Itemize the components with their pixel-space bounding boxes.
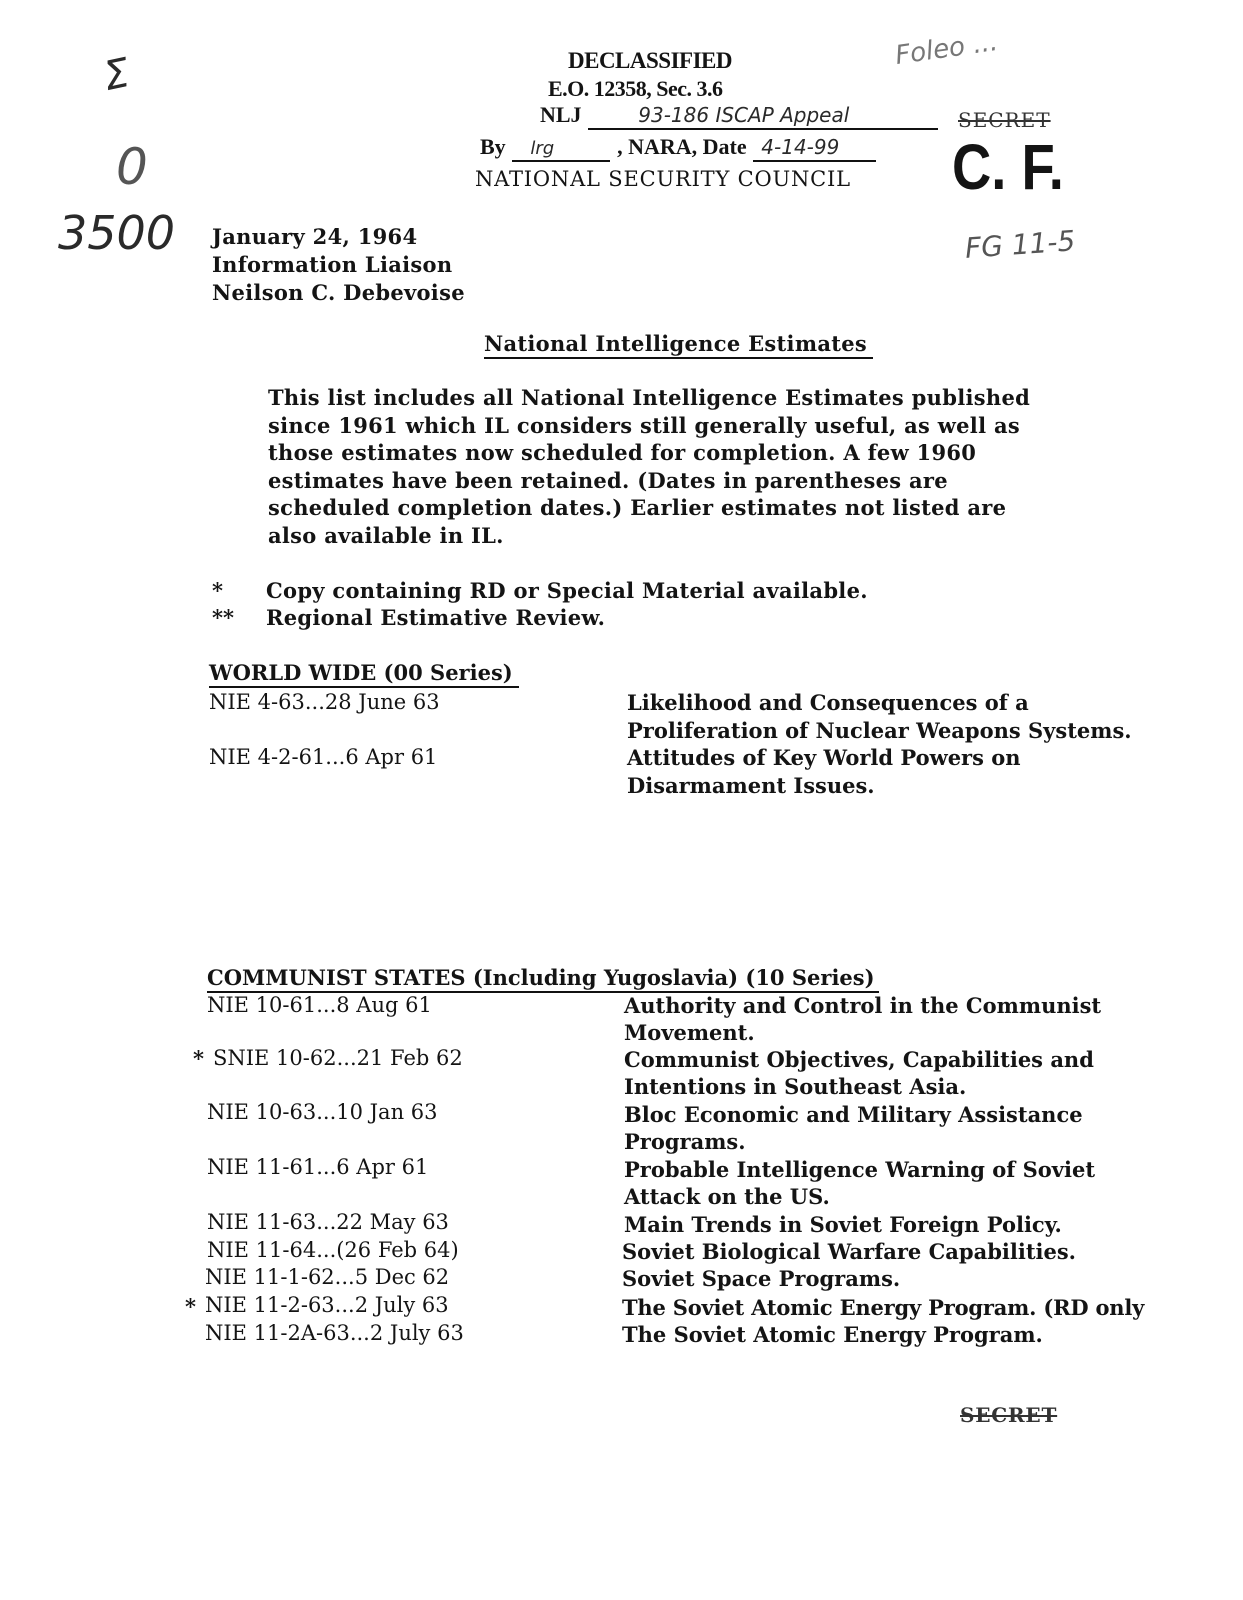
intro-line: This list includes all National Intelligence Estimates published: [268, 385, 1031, 410]
nlj-label: NLJ: [540, 102, 582, 127]
estimate-title-line: Soviet Space Programs.: [622, 1266, 901, 1291]
estimate-title-line: Attitudes of Key World Powers on: [627, 745, 1021, 770]
estimate-title-line: Disarmament Issues.: [627, 773, 875, 798]
section-heading-world-wide: WORLD WIDE (00 Series): [209, 660, 519, 688]
intro-line: scheduled completion dates.) Earlier estimates not listed are: [268, 495, 1007, 520]
special-material-marker: *: [193, 1046, 204, 1071]
classification-bottom: SECRET: [960, 1403, 1058, 1427]
estimate-title-line: Programs.: [624, 1129, 746, 1154]
section-heading-communist-states: COMMUNIST STATES (Including Yugoslavia) (10 Series): [207, 965, 879, 993]
intro-line: estimates have been retained. (Dates in parentheses are: [268, 467, 948, 493]
date-value: 4-14-99: [753, 135, 876, 162]
handwritten-file-code: FG 11-5: [963, 224, 1077, 265]
legend-text: Copy containing RD or Special Material available.: [266, 578, 868, 603]
handwritten-file-number: 3500: [58, 206, 176, 260]
intro-line: since 1961 which IL considers still generally useful, as well as: [268, 412, 1020, 438]
memo-date: January 24, 1964: [212, 224, 418, 249]
estimate-title-line: Probable Intelligence Warning of Soviet: [624, 1157, 1096, 1182]
estimate-title-line: Likelihood and Consequences of a: [627, 690, 1029, 715]
by-label: By: [480, 134, 506, 159]
memo-office: Information Liaison: [212, 252, 453, 277]
intro-line: also available in IL.: [268, 522, 504, 548]
nlj-value: 93-186 ISCAP Appeal: [588, 103, 938, 130]
cf-mark: C. F.: [952, 131, 1064, 203]
handwritten-initial: Ʃ: [99, 49, 134, 101]
estimate-title-line: Soviet Biological Warfare Capabilities.: [622, 1239, 1076, 1264]
by-value: lrg: [512, 138, 610, 162]
declassified-stamp-by-line: [480, 134, 876, 162]
special-material-marker: *: [185, 1294, 196, 1319]
estimate-title-line: Proliferation of Nuclear Weapons Systems.: [627, 718, 1132, 743]
handwritten-circle-mark: 0: [116, 138, 148, 196]
estimate-ref: NIE 11-2-63...2 July 63: [205, 1293, 449, 1317]
estimate-ref: NIE 10-63...10 Jan 63: [207, 1100, 438, 1124]
estimate-title-line: The Soviet Atomic Energy Program. (RD only: [622, 1295, 1145, 1320]
declassified-stamp-nlj-line: [540, 102, 938, 130]
estimate-title-line: Communist Objectives, Capabilities and: [624, 1047, 1094, 1072]
estimate-title-line: Authority and Control in the Communist: [624, 993, 1102, 1018]
estimate-ref: NIE 11-1-62...5 Dec 62: [205, 1265, 450, 1289]
estimate-ref: NIE 4-63...28 June 63: [209, 690, 440, 714]
declassified-stamp-eo: E.O. 12358, Sec. 3.6: [548, 76, 723, 101]
estimate-ref: SNIE 10-62...21 Feb 62: [213, 1046, 463, 1070]
estimate-title-line: Intentions in Southeast Asia.: [624, 1074, 967, 1099]
estimate-ref: NIE 11-64...(26 Feb 64): [207, 1238, 459, 1262]
legend-mark: *: [212, 578, 223, 603]
estimate-ref: NIE 11-63...22 May 63: [207, 1210, 449, 1234]
legend-text: Regional Estimative Review.: [266, 605, 606, 630]
estimate-title-line: The Soviet Atomic Energy Program.: [622, 1322, 1043, 1347]
intro-paragraph: [268, 384, 1038, 549]
estimate-title-line: Main Trends in Soviet Foreign Policy.: [624, 1212, 1062, 1237]
council-header: NATIONAL SECURITY COUNCIL: [475, 167, 851, 191]
declassified-stamp-title: DECLASSIFIED: [568, 48, 732, 73]
estimate-title-line: Bloc Economic and Military Assistance: [624, 1102, 1083, 1127]
intro-line: those estimates now scheduled for completion. A few 1960: [268, 440, 977, 465]
estimate-title-line: Attack on the US.: [624, 1184, 830, 1209]
estimate-ref: NIE 10-61...8 Aug 61: [207, 993, 432, 1017]
estimate-ref: NIE 4-2-61...6 Apr 61: [209, 745, 438, 769]
estimate-ref: NIE 11-2A-63...2 July 63: [205, 1321, 464, 1345]
handwritten-top-note: Foleo ...: [893, 26, 1000, 72]
page-title: National Intelligence Estimates: [484, 331, 873, 359]
classification-top: SECRET: [958, 108, 1051, 132]
estimate-ref: NIE 11-61...6 Apr 61: [207, 1155, 429, 1179]
memo-author: Neilson C. Debevoise: [212, 280, 465, 305]
legend-mark: **: [212, 605, 234, 630]
nara-label: , NARA, Date: [617, 134, 747, 159]
estimate-title-line: Movement.: [624, 1020, 755, 1045]
